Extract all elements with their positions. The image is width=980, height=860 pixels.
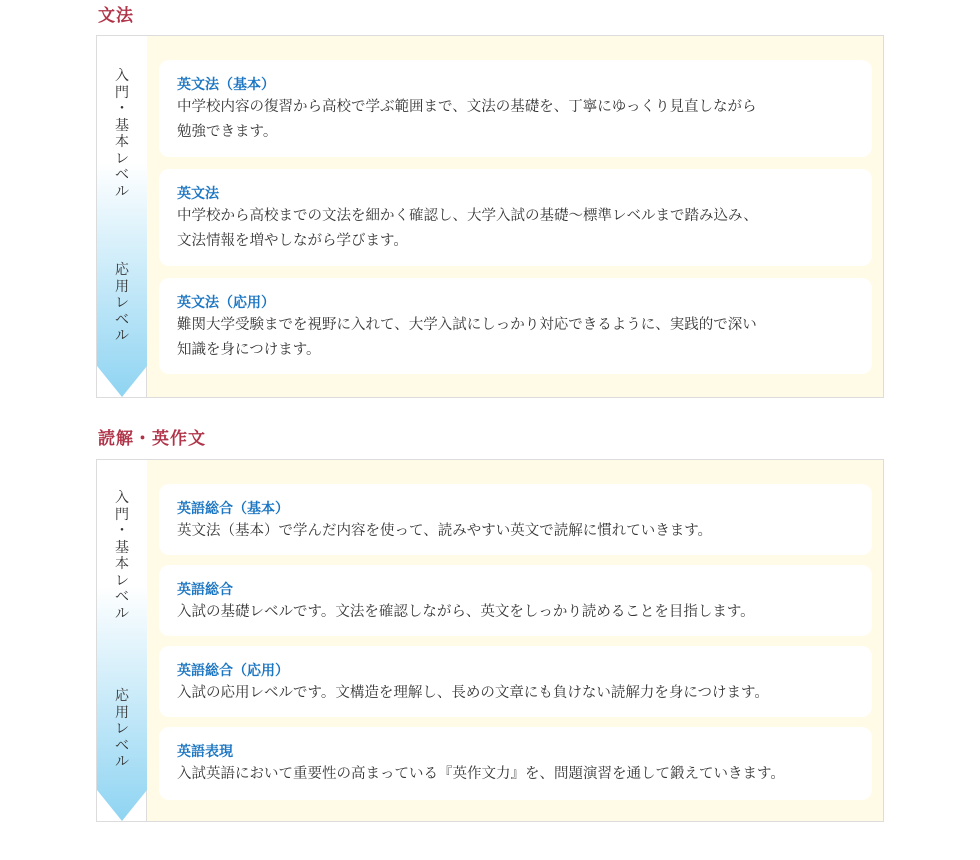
- grammar-section-heading: 文法: [98, 6, 134, 26]
- course-title: 英文法: [177, 186, 219, 202]
- reading-panel: [96, 459, 884, 822]
- course-card: [159, 60, 872, 157]
- level-label-basic: 入 門 ・ 基 本 レ ベ ル: [115, 490, 129, 622]
- course-card: [159, 646, 872, 717]
- course-card: [159, 278, 872, 374]
- course-title: 英語総合（基本）: [177, 501, 289, 517]
- course-title: 英語総合: [177, 582, 233, 598]
- course-description: 入試の応用レベルです。文構造を理解し、長めの文章にも負けない読解力を身につけます。: [177, 685, 769, 701]
- course-card: [159, 565, 872, 636]
- course-card: [159, 484, 872, 555]
- course-card: [159, 727, 872, 800]
- course-description: 難関大学受験までを視野に入れて、大学入試にしっかり対応できるように、実践的で深い 知識を身につけます。: [177, 317, 757, 358]
- grammar-panel: [96, 35, 884, 398]
- level-label-advanced: 応 用 レ ベ ル: [115, 262, 129, 344]
- course-description: 中学校から高校までの文法を細かく確認し、大学入試の基礎～標準レベルまで踏み込み、 文法情報を増やしながら学びます。: [177, 208, 758, 249]
- course-title: 英文法（応用）: [177, 295, 275, 311]
- course-description: 中学校内容の復習から高校で学ぶ範囲まで、文法の基礎を、丁寧にゆっくり見直しながら 勉強できます。: [177, 99, 757, 140]
- level-label-basic: 入 門 ・ 基 本 レ ベ ル: [115, 68, 129, 200]
- grammar-level-indicator: [97, 36, 147, 397]
- level-label-advanced: 応 用 レ ベ ル: [115, 688, 129, 770]
- course-title: 英文法（基本）: [177, 77, 275, 93]
- course-description: 入試の基礎レベルです。文法を確認しながら、英文をしっかり読めることを目指します。: [177, 604, 755, 620]
- course-description: 入試英語において重要性の高まっている『英作文力』を、問題演習を通して鍛えていきます。: [177, 766, 785, 782]
- course-title: 英語表現: [177, 744, 233, 760]
- reading-section-heading: 読解・英作文: [98, 429, 206, 449]
- reading-level-indicator: [97, 460, 147, 821]
- course-card: [159, 169, 872, 266]
- course-title: 英語総合（応用）: [177, 663, 289, 679]
- course-description: 英文法（基本）で学んだ内容を使って、読みやすい英文で読解に慣れていきます。: [177, 523, 713, 539]
